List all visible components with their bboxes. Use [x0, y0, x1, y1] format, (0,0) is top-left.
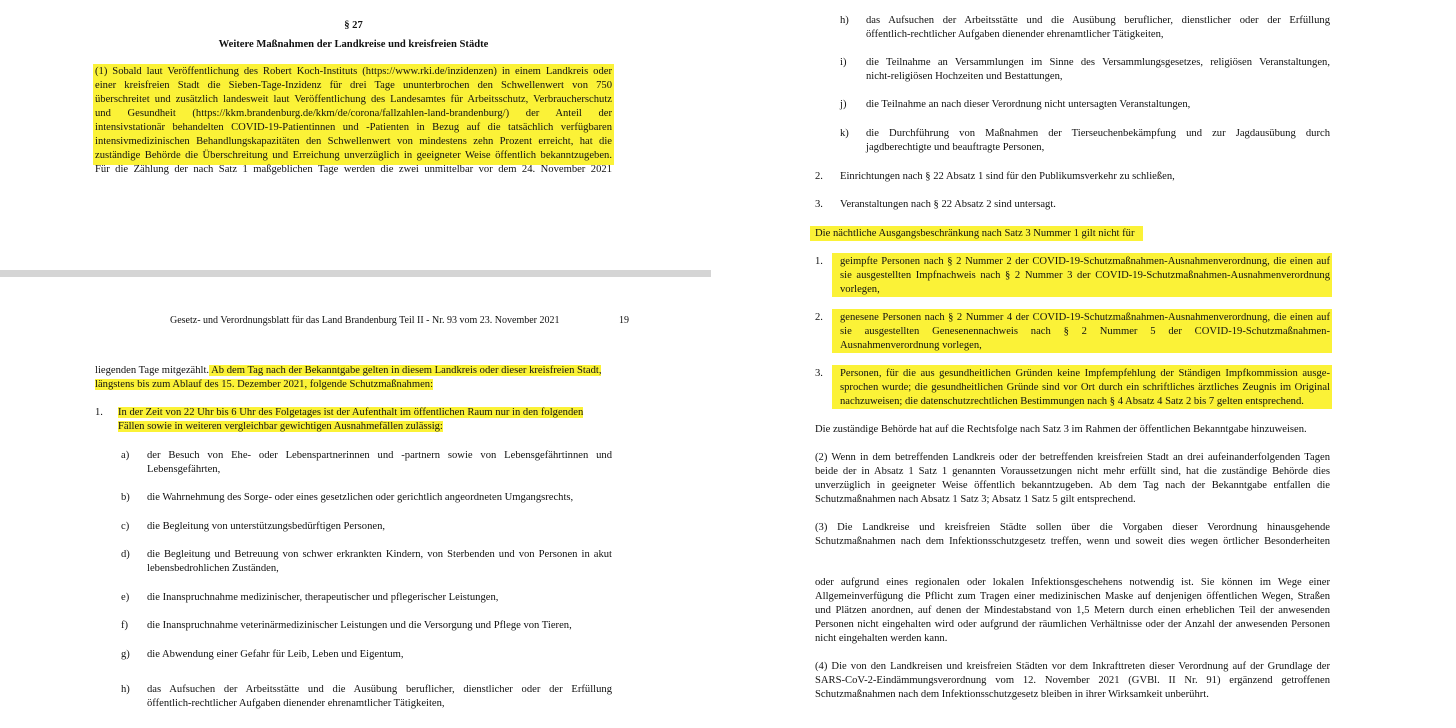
- p3-cont-line: oder aufgrund eines regionalen oder lokalen Infektionsgeschehens notwendig ist. Sie können im Wege einer: [815, 577, 1330, 588]
- item-1-line-2: [118, 420, 618, 434]
- subitem-letter: b): [121, 492, 130, 503]
- subitem-letter: c): [121, 521, 130, 532]
- subitem-letter: a): [121, 450, 130, 461]
- subitem-text: die Begleitung von unterstützungsbedürftigen Personen,: [147, 521, 386, 532]
- exception-2-line: sie ausgestellten Genesenennachweis nach § 2 Nummer 5 der COVID-19-Schutzmaßnahmen-: [840, 326, 1330, 337]
- subitem-text-cont: lebensbedrohlichen Zuständen,: [147, 563, 279, 574]
- p2-line: (2) Wenn in dem betreffenden Landkreis oder der betreffenden kreisfreien Stadt an drei aufeinanderfolgenden Tagen: [815, 452, 1330, 463]
- page-divider: [0, 270, 711, 277]
- subitem-letter: e): [121, 592, 130, 603]
- subitem-text: die Begleitung und Betreuung von schwer erkrankten Kindern, von Sterbenden und von Personen in akut: [147, 549, 612, 560]
- p1-line-last: Für die Zählung der nach Satz 1 maßgeblichen Tage werden die zwei unmittelbar vor dem 24. November 2021: [95, 164, 612, 175]
- intro-line: [95, 364, 615, 378]
- intro-highlight: Ab dem Tag nach der Bekanntgabe gelten in diesem Landkreis oder dieser kreisfreien Stadt,: [209, 365, 602, 376]
- p2-line: beide der in Absatz 1 Satz 1 genannten Voraussetzungen nicht mehr erfüllt sind, hat die zuständige Behörde dies: [815, 466, 1330, 477]
- p3-cont-line: nicht eingehalten werden kann.: [815, 633, 948, 644]
- exception-number: 3.: [815, 368, 823, 379]
- subitem-text: die Teilnahme an Versammlungen im Sinne des Versammlungsgesetzes, religiösen Veranstaltungen,: [866, 57, 1330, 68]
- item-1-number: 1.: [95, 407, 103, 418]
- intro-plain: liegenden Tage mitgezählt.: [95, 365, 210, 376]
- subitem-letter: g): [121, 649, 130, 660]
- exception-number: 2.: [815, 312, 823, 323]
- subitem-text-cont: öffentlich-rechtlicher Aufgaben dienender ehrenamtlicher Tätigkeiten,: [147, 698, 445, 709]
- subitem-text-cont: Lebensgefährten,: [147, 464, 221, 475]
- exception-3-line: sprochen wurde; die gesundheitlichen Gründe sind vor Ort durch ein schriftliches ärztliches Zeugnis im Original: [840, 382, 1330, 393]
- curfew-heading-line: [810, 227, 1143, 241]
- intro-highlight-2: längstens bis zum Ablauf des 15. Dezember 2021, folgende Schutzmaßnahmen:: [95, 379, 434, 390]
- exception-3-line: nachzuweisen; die datenschutzrechtlichen Bestimmungen nach § 4 Absatz 4 Satz 2 bis 7 gelten entsprechend.: [840, 396, 1304, 407]
- page-number: 19: [619, 315, 629, 326]
- p1-line: einer kreisfreien Stadt die Sieben-Tage-Inzidenz für drei Tage ununterbrochen den Schwellenwert von 750: [95, 80, 612, 91]
- subitem-text: die Abwendung einer Gefahr für Leib, Leben und Eigentum,: [147, 649, 404, 660]
- p1-line: und Gesundheit (https://kkm.brandenburg.de/kkm/de/corona/fallzahlen-land-brandenburg/) der Anteil der: [95, 108, 612, 119]
- exception-3-line: Personen, für die aus gesundheitlichen Gründen keine Impfempfehlung der Ständigen Impfkommission ausge-: [840, 368, 1330, 379]
- exception-1-line: geimpfte Personen nach § 2 Nummer 2 der COVID-19-Schutzmaßnahmen-Ausnahmenverordnung, die einen auf: [840, 256, 1330, 267]
- p1-line: intensivmedizinischen Behandlungskapazitäten den Schwellenwert von mindestens zehn Prozent erreicht, hat die: [95, 136, 612, 147]
- p3-line: Schutzmaßnahmen nach dem Infektionsschutzgesetz treffen, wenn und soweit dies wegen örtlicher Besonderheiten: [815, 536, 1330, 547]
- item-1-text-2: Fällen sowie in weiteren vergleichbar gewichtigen Ausnahmefällen zulässig:: [118, 421, 443, 432]
- item-1-text: In der Zeit von 22 Uhr bis 6 Uhr des Folgetages ist der Aufenthalt im öffentlichen Raum nur in den folgenden: [118, 407, 584, 418]
- subitem-text: die Teilnahme an nach dieser Verordnung nicht untersagten Veranstaltungen,: [866, 99, 1191, 110]
- p3-cont-line: Allgemeinverfügung die Pflicht zum Tragen einer medizinischen Maske auf denjenigen öffentlichen Wegen, Straßen: [815, 591, 1330, 602]
- p3-cont-line: Personen nicht eingehalten wird oder aufgrund der räumlichen Verhältnisse oder der Anzahl der anwesenden Personen: [815, 619, 1330, 630]
- authority-note: Die zuständige Behörde hat auf die Rechtsfolge nach Satz 3 im Rahmen der öffentlichen Bekanntgabe hinzuweisen.: [815, 424, 1307, 435]
- item-2-text: Einrichtungen nach § 22 Absatz 1 sind für den Publikumsverkehr zu schließen,: [840, 171, 1175, 182]
- curfew-heading: Die nächtliche Ausgangsbeschränkung nach Satz 3 Nummer 1 gilt nicht für: [810, 226, 1143, 241]
- exception-2-line: Ausnahmenverordnung vorlegen,: [840, 340, 982, 351]
- subitem-letter: k): [840, 128, 849, 139]
- subitem-letter: h): [121, 684, 130, 695]
- subitem-text: das Aufsuchen der Arbeitsstätte und die Ausübung beruflicher, dienstlicher oder der Erfüllung: [866, 15, 1330, 26]
- p4-line: SARS-CoV-2-Eindämmungsverordnung vom 12. November 2021 (GVBl. II Nr. 91) ergänzend getroffenen: [815, 675, 1330, 686]
- p4-line: (4) Die von den Landkreisen und kreisfreien Städten vor dem Inkrafttreten dieser Verordnung auf der Grundlage der: [815, 661, 1330, 672]
- p1-line: intensivstationär behandelten COVID-19-Patientinnen und -Patienten in Bezug auf die tatsächlich verfügbaren: [95, 122, 612, 133]
- subitem-text: die Inanspruchnahme veterinärmedizinischer Leistungen und die Versorgung und Pflege von Tieren,: [147, 620, 572, 631]
- exception-number: 1.: [815, 256, 823, 267]
- subitem-letter: i): [840, 57, 847, 68]
- subitem-text-cont: öffentlich-rechtlicher Aufgaben dienender ehrenamtlicher Tätigkeiten,: [866, 29, 1164, 40]
- subitem-letter: f): [121, 620, 129, 631]
- item-3-number: 3.: [815, 199, 823, 210]
- p1-line: (1) Sobald laut Veröffentlichung des Robert Koch-Instituts (https://www.rki.de/inzidenzen) in einem Landkreis oder: [95, 66, 612, 77]
- p1-line: überschreitet und zusätzlich landesweit laut Veröffentlichung des Landesamtes für Arbeitsschutz, Verbraucherschutz: [95, 94, 612, 105]
- item-3-text: Veranstaltungen nach § 22 Absatz 2 sind untersagt.: [840, 199, 1056, 210]
- page-footer: Gesetz- und Verordnungsblatt für das Land Brandenburg Teil II - Nr. 93 vom 23. November 2021: [170, 315, 560, 326]
- section-title: Weitere Maßnahmen der Landkreise und kreisfreien Städte: [218, 39, 489, 50]
- subitem-text: die Durchführung von Maßnahmen der Tierseuchenbekämpfung und zur Jagdausübung durch: [866, 128, 1330, 139]
- exception-2-line: genesene Personen nach § 2 Nummer 4 der COVID-19-Schutzmaßnahmen-Ausnahmenverordnung, die einen auf: [840, 312, 1330, 323]
- p3-cont-line: und Plätzen anordnen, auf denen der Mindestabstand von 1,5 Metern durch einen erheblichen Teil der anwesenden: [815, 605, 1330, 616]
- subitem-letter: d): [121, 549, 130, 560]
- p1-line: zuständige Behörde die Überschreitung und Erreichung unverzüglich in geeigneter Weise öffentlich bekanntzugeben.: [95, 150, 612, 161]
- p3-line: (3) Die Landkreise und kreisfreien Städte sollen über die Vorgaben dieser Verordnung hinausgehende: [815, 522, 1330, 533]
- intro-line-2: [95, 378, 615, 392]
- section-heading: § 27: [344, 20, 363, 31]
- subitem-text: der Besuch von Ehe- oder Lebenspartnerinnen und -partnern sowie von Lebensgefährtinnen und: [147, 450, 612, 461]
- p4-line: Schutzmaßnahmen nach dem Infektionsschutzgesetz bleiben in ihrer Wirksamkeit unberührt.: [815, 689, 1209, 700]
- subitem-text: das Aufsuchen der Arbeitsstätte und die Ausübung beruflicher, dienstlicher oder der Erfüllung: [147, 684, 612, 695]
- item-2-number: 2.: [815, 171, 823, 182]
- subitem-text: die Wahrnehmung des Sorge- oder eines gesetzlichen oder gerichtlich angeordneten Umgangsrechts,: [147, 492, 574, 503]
- subitem-letter: h): [840, 15, 849, 26]
- exception-1-line: vorlegen,: [840, 284, 880, 295]
- exception-1-line: sie ausgestellten Impfnachweis nach § 2 Nummer 3 der COVID-19-Schutzmaßnahmen-Ausnahmenverordnung: [840, 270, 1330, 281]
- subitem-text-cont: nicht-religiösen Hochzeiten und Bestattungen,: [866, 71, 1063, 82]
- subitem-text: die Inanspruchnahme medizinischer, therapeutischer und pflegerischer Leistungen,: [147, 592, 499, 603]
- p2-line: unverzüglich in geeigneter Weise öffentlich bekanntzugeben. Ab dem Tag nach der Bekanntgabe entfallen die: [815, 480, 1330, 491]
- subitem-letter: j): [840, 99, 847, 110]
- subitem-text-cont: jagdberechtigte und beauftragte Personen,: [866, 142, 1045, 153]
- p2-line: Schutzmaßnahmen nach Absatz 1 Satz 3; Absatz 1 Satz 5 gilt entsprechend.: [815, 494, 1136, 505]
- item-1-line-1: [118, 406, 618, 420]
